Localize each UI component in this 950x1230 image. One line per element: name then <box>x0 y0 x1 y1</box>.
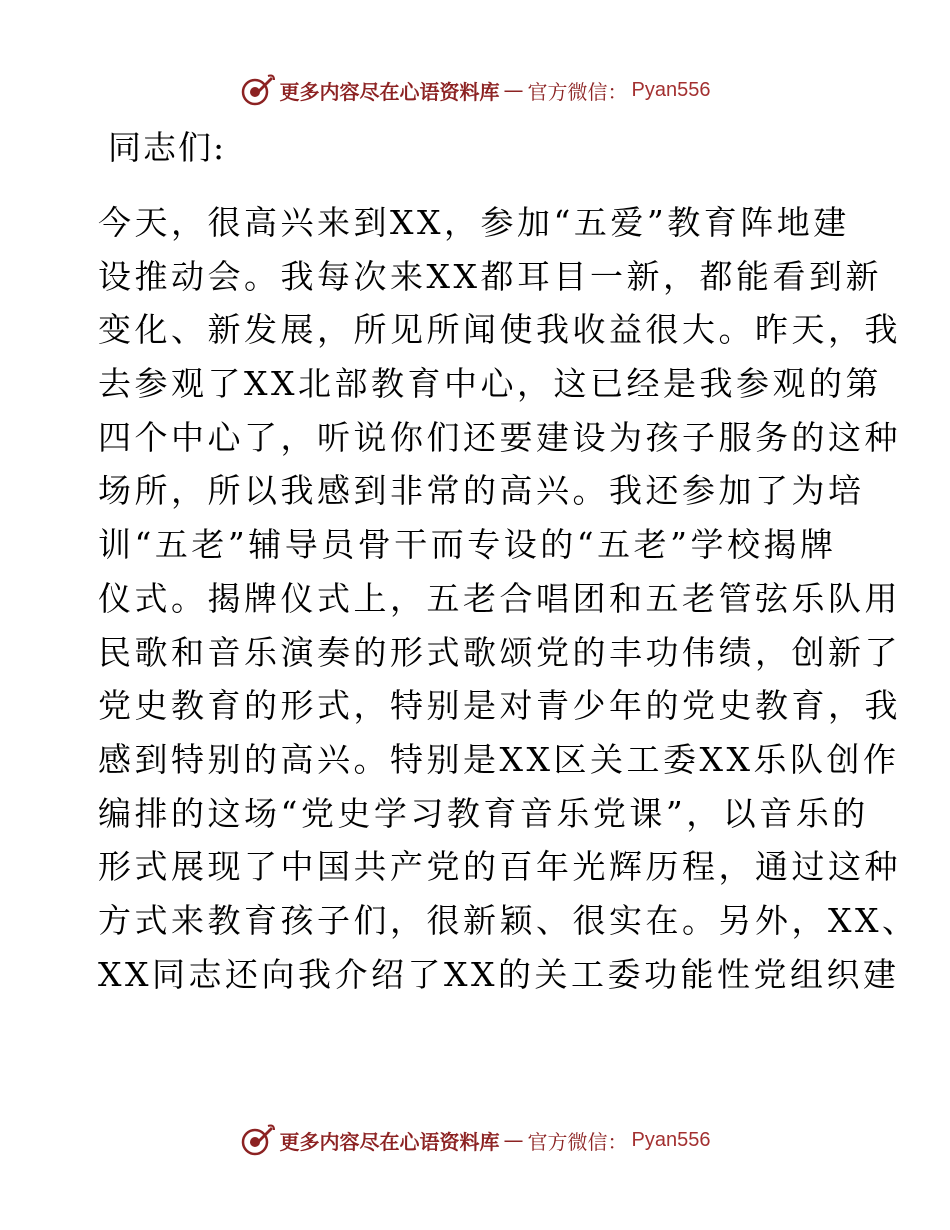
body-line: 仪式。揭牌仪式上，五老合唱团和五老管弦乐队用 <box>98 578 901 618</box>
body-line: 民歌和音乐演奏的形式歌颂党的丰功伟绩，创新了 <box>98 632 901 672</box>
banner-separator: — <box>503 78 524 102</box>
banner-brand-text: 更多内容尽在心语资料库 <box>279 1129 500 1154</box>
body-line: 训“五老”辅导员骨干而专设的“五老”学校揭牌 <box>98 525 837 565</box>
body-line: 四个中心了，听说你们还要建设为孩子服务的这种 <box>98 417 901 457</box>
quill-pen-logo-icon <box>240 72 276 108</box>
body-line: 今天，很高兴来到XX，参加“五爱”教育阵地建 <box>98 203 850 242</box>
body-line: 党史教育的形式，特别是对青少年的党史教育，我 <box>98 686 901 726</box>
banner-wechat-label: 官方微信： <box>527 1129 628 1154</box>
banner-wechat-label: 官方微信： <box>527 79 628 104</box>
body-line: 设推动会。我每次来XX都耳目一新，都能看到新 <box>98 256 882 296</box>
body-line: 变化、新发展，所见所闻使我收益很大。昨天，我 <box>98 310 901 350</box>
document-greeting: 同志们: <box>108 128 227 167</box>
banner-separator: — <box>503 1128 524 1152</box>
body-line: 编排的这场“党史学习教育音乐党课”，以音乐的 <box>98 793 869 833</box>
banner-brand-text: 更多内容尽在心语资料库 <box>279 79 500 104</box>
body-line: 形式展现了中国共产党的百年光辉历程，通过这种 <box>98 847 901 887</box>
body-line: XX同志还向我介绍了XX的关工委功能性党组织建 <box>98 954 900 994</box>
body-line: 感到特别的高兴。特别是XX区关工委XX乐队创作 <box>98 739 900 779</box>
document-body <box>98 196 919 1001</box>
body-line: 方式来教育孩子们，很新颖、很实在。另外，XX、 <box>98 900 919 940</box>
footer-banner <box>0 1120 950 1160</box>
header-banner <box>0 70 950 110</box>
banner-wechat-id: Pyan556 <box>631 1128 711 1151</box>
quill-pen-logo-icon <box>240 1122 276 1158</box>
banner-wechat-id: Pyan556 <box>631 78 711 101</box>
body-line: 场所，所以我感到非常的高兴。我还参加了为培 <box>98 471 865 511</box>
body-line: 去参观了XX北部教育中心，这已经是我参观的第 <box>98 364 882 404</box>
